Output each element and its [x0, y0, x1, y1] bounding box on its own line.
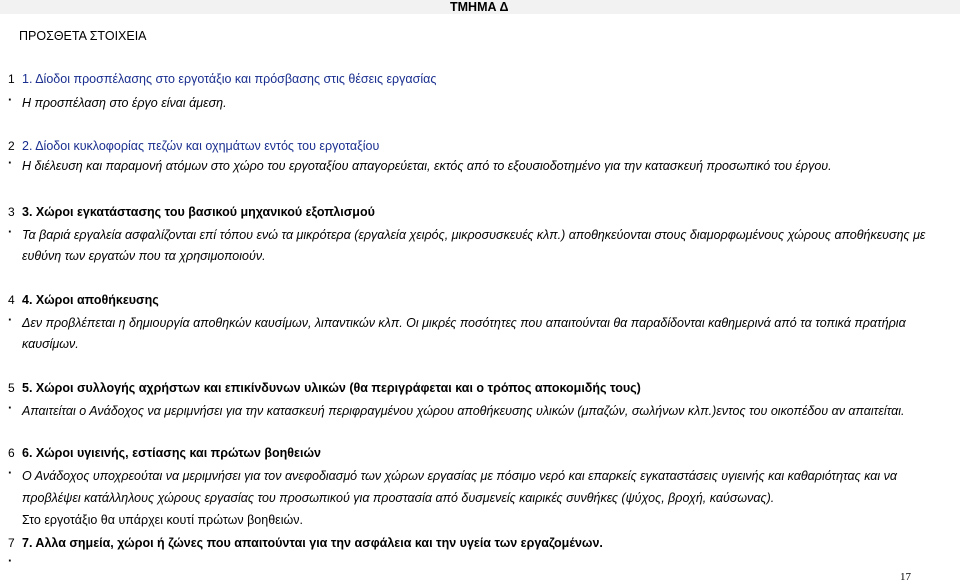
- item-6-bullet: ·: [8, 465, 13, 480]
- item-4-bullet: ·: [8, 312, 13, 327]
- item-6-line-3: Στο εργοτάξιο θα υπάρχει κουτί πρώτων βοηθειών.: [22, 513, 303, 527]
- item-4-number: 4: [8, 293, 15, 307]
- item-1-bullet: ·: [8, 92, 13, 107]
- item-2-bullet: ·: [8, 155, 13, 170]
- item-3-number: 3: [8, 205, 15, 219]
- item-1-number: 1: [8, 72, 15, 86]
- item-1-line-1: Η προσπέλαση στο έργο είναι άμεση.: [22, 96, 227, 110]
- item-5-number: 5: [8, 381, 15, 395]
- item-6-number: 6: [8, 446, 15, 460]
- item-2-line-1: Η διέλευση και παραμονή ατόμων στο χώρο του εργοταξίου απαγορεύεται, εκτός από το εξουσιοδοτημένο για την κατασκευή προσωπικό του έργου.: [22, 159, 832, 173]
- section-title: ΤΜΗΜΑ Δ: [450, 0, 509, 14]
- item-7-number: 7: [8, 536, 15, 550]
- item-4-line-2: καυσίμων.: [22, 337, 79, 351]
- item-2-heading: 2. Δίοδοι κυκλοφορίας πεζών και οχημάτων εντός του εργοταξίου: [22, 139, 380, 153]
- item-2-number: 2: [8, 139, 15, 153]
- item-7-heading: 7. Αλλα σημεία, χώροι ή ζώνες που απαιτούνται για την ασφάλεια και την υγεία των εργαζομένων.: [22, 536, 603, 550]
- item-4-heading: 4. Χώροι αποθήκευσης: [22, 293, 159, 307]
- item-5-bullet: ·: [8, 400, 13, 415]
- item-3-line-1: Τα βαριά εργαλεία ασφαλίζονται επί τόπου ενώ τα μικρότερα (εργαλεία χειρός, μικροσυσκευές κλπ.) αποθηκεύονται στους διαμορφωμένους χώρους αποθήκευσης με: [22, 228, 926, 242]
- item-3-heading: 3. Χώροι εγκατάστασης του βασικού μηχανικού εξοπλισμού: [22, 205, 375, 219]
- item-6-line-2: προβλέψει κατάλληλους χώρους εργασίας του προσωπικού για προστασία από δυσμενείς καιρικές συνθήκες (ψύχος, βροχή, καύσωνας).: [22, 491, 775, 505]
- extras-title: ΠΡΟΣΘΕΤΑ ΣΤΟΙΧΕΙΑ: [19, 29, 147, 43]
- item-7-bullet: ·: [8, 553, 13, 568]
- item-5-heading: 5. Χώροι συλλογής αχρήστων και επικίνδυνων υλικών (θα περιγράφεται και ο τρόπος αποκομιδής τους): [22, 381, 641, 395]
- item-6-heading: 6. Χώροι υγιεινής, εστίασης και πρώτων βοηθειών: [22, 446, 321, 460]
- item-4-line-1: Δεν προβλέπεται η δημιουργία αποθηκών καυσίμων, λιπαντικών κλπ. Οι μικρές ποσότητες που απαιτούνται θα παραδίδονται καθημερινά από τα τοπικά πρατήρια: [22, 316, 906, 330]
- item-1-heading: 1. Δίοδοι προσπέλασης στο εργοτάξιο και πρόσβασης στις θέσεις εργασίας: [22, 72, 437, 86]
- item-6-line-1: Ο Ανάδοχος υποχρεούται να μεριμνήσει για τον ανεφοδιασμό των χώρων εργασίας με πόσιμο νερό και επαρκείς εγκαταστάσεις υγιεινής και καθαριότητας και να: [22, 469, 898, 483]
- page-number: 17: [900, 571, 911, 583]
- item-3-bullet: ·: [8, 224, 13, 239]
- item-5-line-1: Απαιτείται ο Ανάδοχος να μεριμνήσει για την κατασκευή περιφραγμένου χώρου αποθήκευσης υλικών (μπαζών, σωλήνων κλπ.)εντος του οικοπέδου αν απαιτείται.: [22, 404, 905, 418]
- item-3-line-2: ευθύνη των εργατών που τα χρησιμοποιούν.: [22, 249, 266, 263]
